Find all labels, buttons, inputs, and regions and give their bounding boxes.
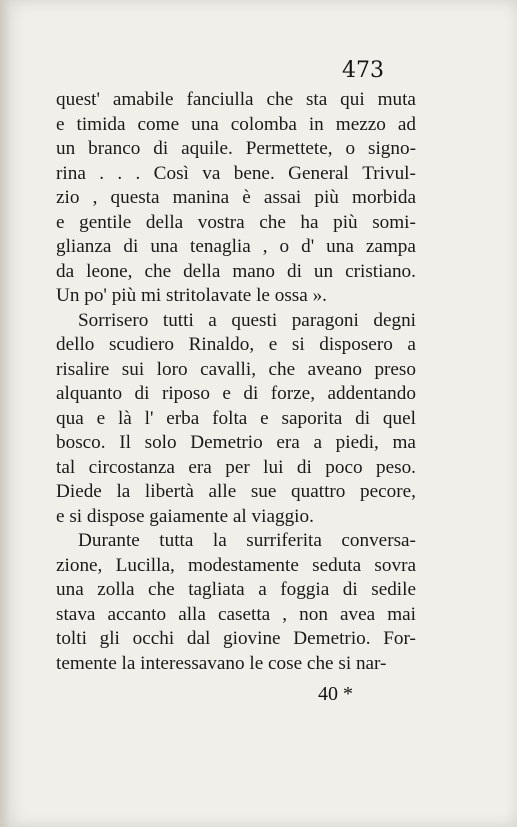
word: cavalli, bbox=[200, 358, 256, 380]
word: leone, bbox=[86, 260, 133, 282]
word: seduta bbox=[312, 554, 362, 576]
word: da bbox=[56, 260, 75, 282]
word: di bbox=[153, 138, 169, 159]
word: si bbox=[291, 334, 305, 355]
word: della bbox=[183, 260, 221, 282]
word: un bbox=[56, 138, 76, 159]
word: foggia bbox=[280, 579, 330, 600]
word: folta bbox=[212, 407, 248, 429]
word: sue bbox=[250, 481, 277, 502]
word: è bbox=[242, 187, 251, 208]
word: circostanza bbox=[88, 456, 175, 478]
word: loro bbox=[156, 358, 188, 380]
word: un bbox=[313, 260, 334, 282]
text-line bbox=[56, 529, 416, 554]
word: tutti bbox=[162, 309, 194, 331]
word: una bbox=[191, 113, 219, 135]
word: quel bbox=[382, 407, 416, 429]
word: colomba bbox=[230, 113, 297, 135]
word: aquile. bbox=[181, 138, 233, 159]
word: preso bbox=[374, 358, 416, 380]
word: o bbox=[279, 236, 290, 257]
word: accanto bbox=[107, 603, 167, 625]
text-line: Un po' più mi stritolavate le ossa ». bbox=[56, 285, 327, 306]
word: . bbox=[99, 162, 104, 184]
text-line bbox=[56, 358, 416, 383]
text-line: temente la interessavano le cose che si nar- bbox=[56, 652, 387, 674]
word: e bbox=[56, 113, 65, 135]
word: di bbox=[243, 383, 259, 404]
text-line bbox=[56, 113, 416, 138]
word: aveano bbox=[307, 358, 362, 380]
word: gli bbox=[99, 628, 120, 649]
word: va bbox=[202, 162, 221, 184]
word: zampa bbox=[365, 236, 416, 257]
word: gentile bbox=[79, 211, 132, 233]
text-line bbox=[56, 627, 416, 652]
word: , bbox=[262, 236, 268, 257]
word: a bbox=[258, 579, 267, 600]
word: zio bbox=[56, 187, 80, 208]
word: Così bbox=[153, 162, 189, 184]
word: riposo bbox=[161, 383, 210, 404]
word: rina bbox=[56, 162, 86, 184]
word: surriferita bbox=[246, 530, 322, 551]
text-line bbox=[56, 186, 416, 211]
word: manina bbox=[172, 187, 230, 208]
word: di bbox=[123, 236, 139, 257]
word: paragoni bbox=[291, 309, 359, 331]
word: era bbox=[276, 432, 300, 453]
word: di bbox=[342, 579, 358, 600]
word: cristiano. bbox=[345, 260, 416, 282]
page-number: 473 bbox=[342, 58, 384, 83]
word: a bbox=[407, 334, 416, 355]
word: bosco. bbox=[56, 432, 106, 453]
word: e bbox=[56, 211, 65, 233]
word: a bbox=[313, 432, 323, 453]
word: quest' bbox=[56, 89, 100, 110]
word: di bbox=[134, 383, 150, 404]
word: d' bbox=[301, 236, 315, 257]
word: ad bbox=[397, 113, 416, 135]
word: Il bbox=[119, 432, 131, 453]
word: alla bbox=[178, 603, 206, 625]
word: di bbox=[355, 407, 371, 429]
text-line bbox=[56, 603, 416, 628]
word: fanciulla bbox=[186, 89, 254, 110]
word: signo- bbox=[368, 138, 416, 159]
text-line bbox=[56, 456, 416, 481]
word: in bbox=[308, 113, 324, 135]
text-line bbox=[56, 137, 416, 162]
word: Durante bbox=[78, 530, 140, 551]
text-line bbox=[56, 235, 416, 260]
word: sedile bbox=[371, 579, 416, 600]
word: zione, bbox=[56, 554, 103, 576]
word: ma bbox=[392, 432, 416, 453]
word: non bbox=[299, 603, 328, 625]
text-line bbox=[56, 309, 416, 334]
word: alle bbox=[208, 481, 237, 502]
word: Sorrisero bbox=[78, 309, 149, 331]
word: piedi, bbox=[335, 432, 379, 453]
word: , bbox=[92, 187, 98, 208]
word: la bbox=[116, 481, 131, 502]
word: per bbox=[225, 456, 250, 478]
word: questa bbox=[110, 187, 160, 208]
word: tagliata bbox=[188, 579, 245, 600]
text-line bbox=[56, 211, 416, 236]
text-line bbox=[56, 260, 416, 285]
word: Lucilla, bbox=[115, 554, 175, 576]
word: General bbox=[288, 162, 349, 184]
word: mezzo bbox=[335, 113, 386, 135]
word: casetta bbox=[217, 603, 271, 625]
word: sui bbox=[121, 358, 145, 380]
word: di bbox=[286, 260, 302, 282]
word: qui bbox=[340, 89, 365, 110]
word: Demetrio. bbox=[293, 628, 371, 649]
word: stava bbox=[56, 603, 96, 625]
word: erba bbox=[166, 407, 200, 429]
word: amabile bbox=[112, 89, 174, 110]
word: morbida bbox=[352, 187, 416, 208]
word: vostra bbox=[197, 211, 245, 233]
word: alquanto bbox=[56, 383, 123, 404]
word: una bbox=[56, 579, 84, 600]
text-line: e si dispose gaiamente al viaggio. bbox=[56, 505, 314, 527]
word: più bbox=[333, 211, 358, 233]
page-gutter-shadow bbox=[0, 0, 10, 827]
word: una bbox=[150, 236, 179, 257]
word: scudiero bbox=[108, 334, 174, 355]
word: tutta bbox=[159, 530, 194, 551]
word: assai bbox=[263, 187, 302, 208]
word: sovra bbox=[374, 554, 416, 576]
word: pecore, bbox=[360, 481, 416, 502]
word: era bbox=[188, 456, 212, 478]
body-text bbox=[56, 88, 416, 676]
word: che bbox=[148, 579, 175, 600]
word: Diede bbox=[56, 481, 102, 502]
word: modestamente bbox=[188, 554, 299, 576]
word: disposero bbox=[319, 334, 393, 355]
word: questi bbox=[231, 309, 278, 331]
word: come bbox=[137, 113, 180, 135]
word: peso. bbox=[376, 456, 416, 478]
text-line bbox=[56, 407, 416, 432]
word: mano bbox=[232, 260, 275, 282]
text-line bbox=[56, 88, 416, 113]
word: addentando bbox=[327, 383, 416, 404]
word: che bbox=[259, 211, 286, 233]
word: conversa- bbox=[341, 530, 416, 551]
word: forze, bbox=[270, 383, 315, 404]
word: avea bbox=[339, 603, 376, 625]
text-line bbox=[56, 578, 416, 603]
word: glianza bbox=[56, 236, 112, 257]
word: e bbox=[96, 407, 106, 429]
word: ha bbox=[300, 211, 319, 233]
word: Trivul- bbox=[362, 162, 416, 184]
word: timida bbox=[76, 113, 126, 135]
word: dello bbox=[56, 334, 95, 355]
word: branco bbox=[88, 138, 141, 159]
word: mai bbox=[387, 603, 416, 625]
word: la bbox=[212, 530, 227, 551]
word: tolti bbox=[56, 628, 87, 649]
word: qua bbox=[56, 407, 84, 429]
text-line bbox=[56, 431, 416, 456]
word: somi- bbox=[372, 211, 416, 233]
word: a bbox=[208, 309, 217, 331]
word: Demetrio bbox=[190, 432, 263, 453]
word: che bbox=[268, 358, 296, 380]
word: risalire bbox=[56, 358, 110, 380]
word: della bbox=[145, 211, 184, 233]
word: là bbox=[117, 407, 132, 429]
word: . bbox=[135, 162, 141, 184]
word: bene. bbox=[233, 162, 275, 184]
word: e bbox=[222, 383, 231, 404]
word: lui bbox=[263, 456, 284, 478]
word: , bbox=[282, 603, 288, 625]
text-line bbox=[56, 333, 416, 358]
word: quattro bbox=[291, 481, 346, 502]
word: Rinaldo, bbox=[188, 334, 255, 355]
word: Permettete, bbox=[245, 138, 333, 159]
text-line bbox=[56, 382, 416, 407]
text-line bbox=[56, 162, 416, 187]
word: poco bbox=[325, 456, 363, 478]
text-line bbox=[56, 554, 416, 579]
word: più bbox=[314, 187, 339, 208]
word: sta bbox=[305, 89, 328, 110]
word: tal bbox=[56, 456, 76, 478]
signature-mark: 40 * bbox=[318, 683, 353, 705]
word: tenaglia bbox=[190, 236, 251, 257]
text-line bbox=[56, 480, 416, 505]
word: solo bbox=[144, 432, 177, 453]
word: degni bbox=[373, 309, 416, 331]
word: . bbox=[117, 162, 123, 184]
word: e bbox=[268, 334, 278, 355]
word: una bbox=[326, 236, 354, 257]
word: l' bbox=[144, 407, 154, 429]
word: o bbox=[345, 138, 356, 159]
word: muta bbox=[377, 89, 416, 110]
word: occhi bbox=[132, 628, 175, 649]
word: For- bbox=[383, 628, 416, 649]
word: giovine bbox=[223, 628, 281, 649]
word: e bbox=[260, 407, 269, 429]
word: di bbox=[296, 456, 312, 478]
word: che bbox=[144, 260, 172, 282]
word: dal bbox=[186, 628, 211, 649]
word: zolla bbox=[97, 579, 135, 600]
word: libertà bbox=[144, 481, 194, 502]
word: saporita bbox=[281, 407, 343, 429]
word: che bbox=[266, 89, 294, 110]
